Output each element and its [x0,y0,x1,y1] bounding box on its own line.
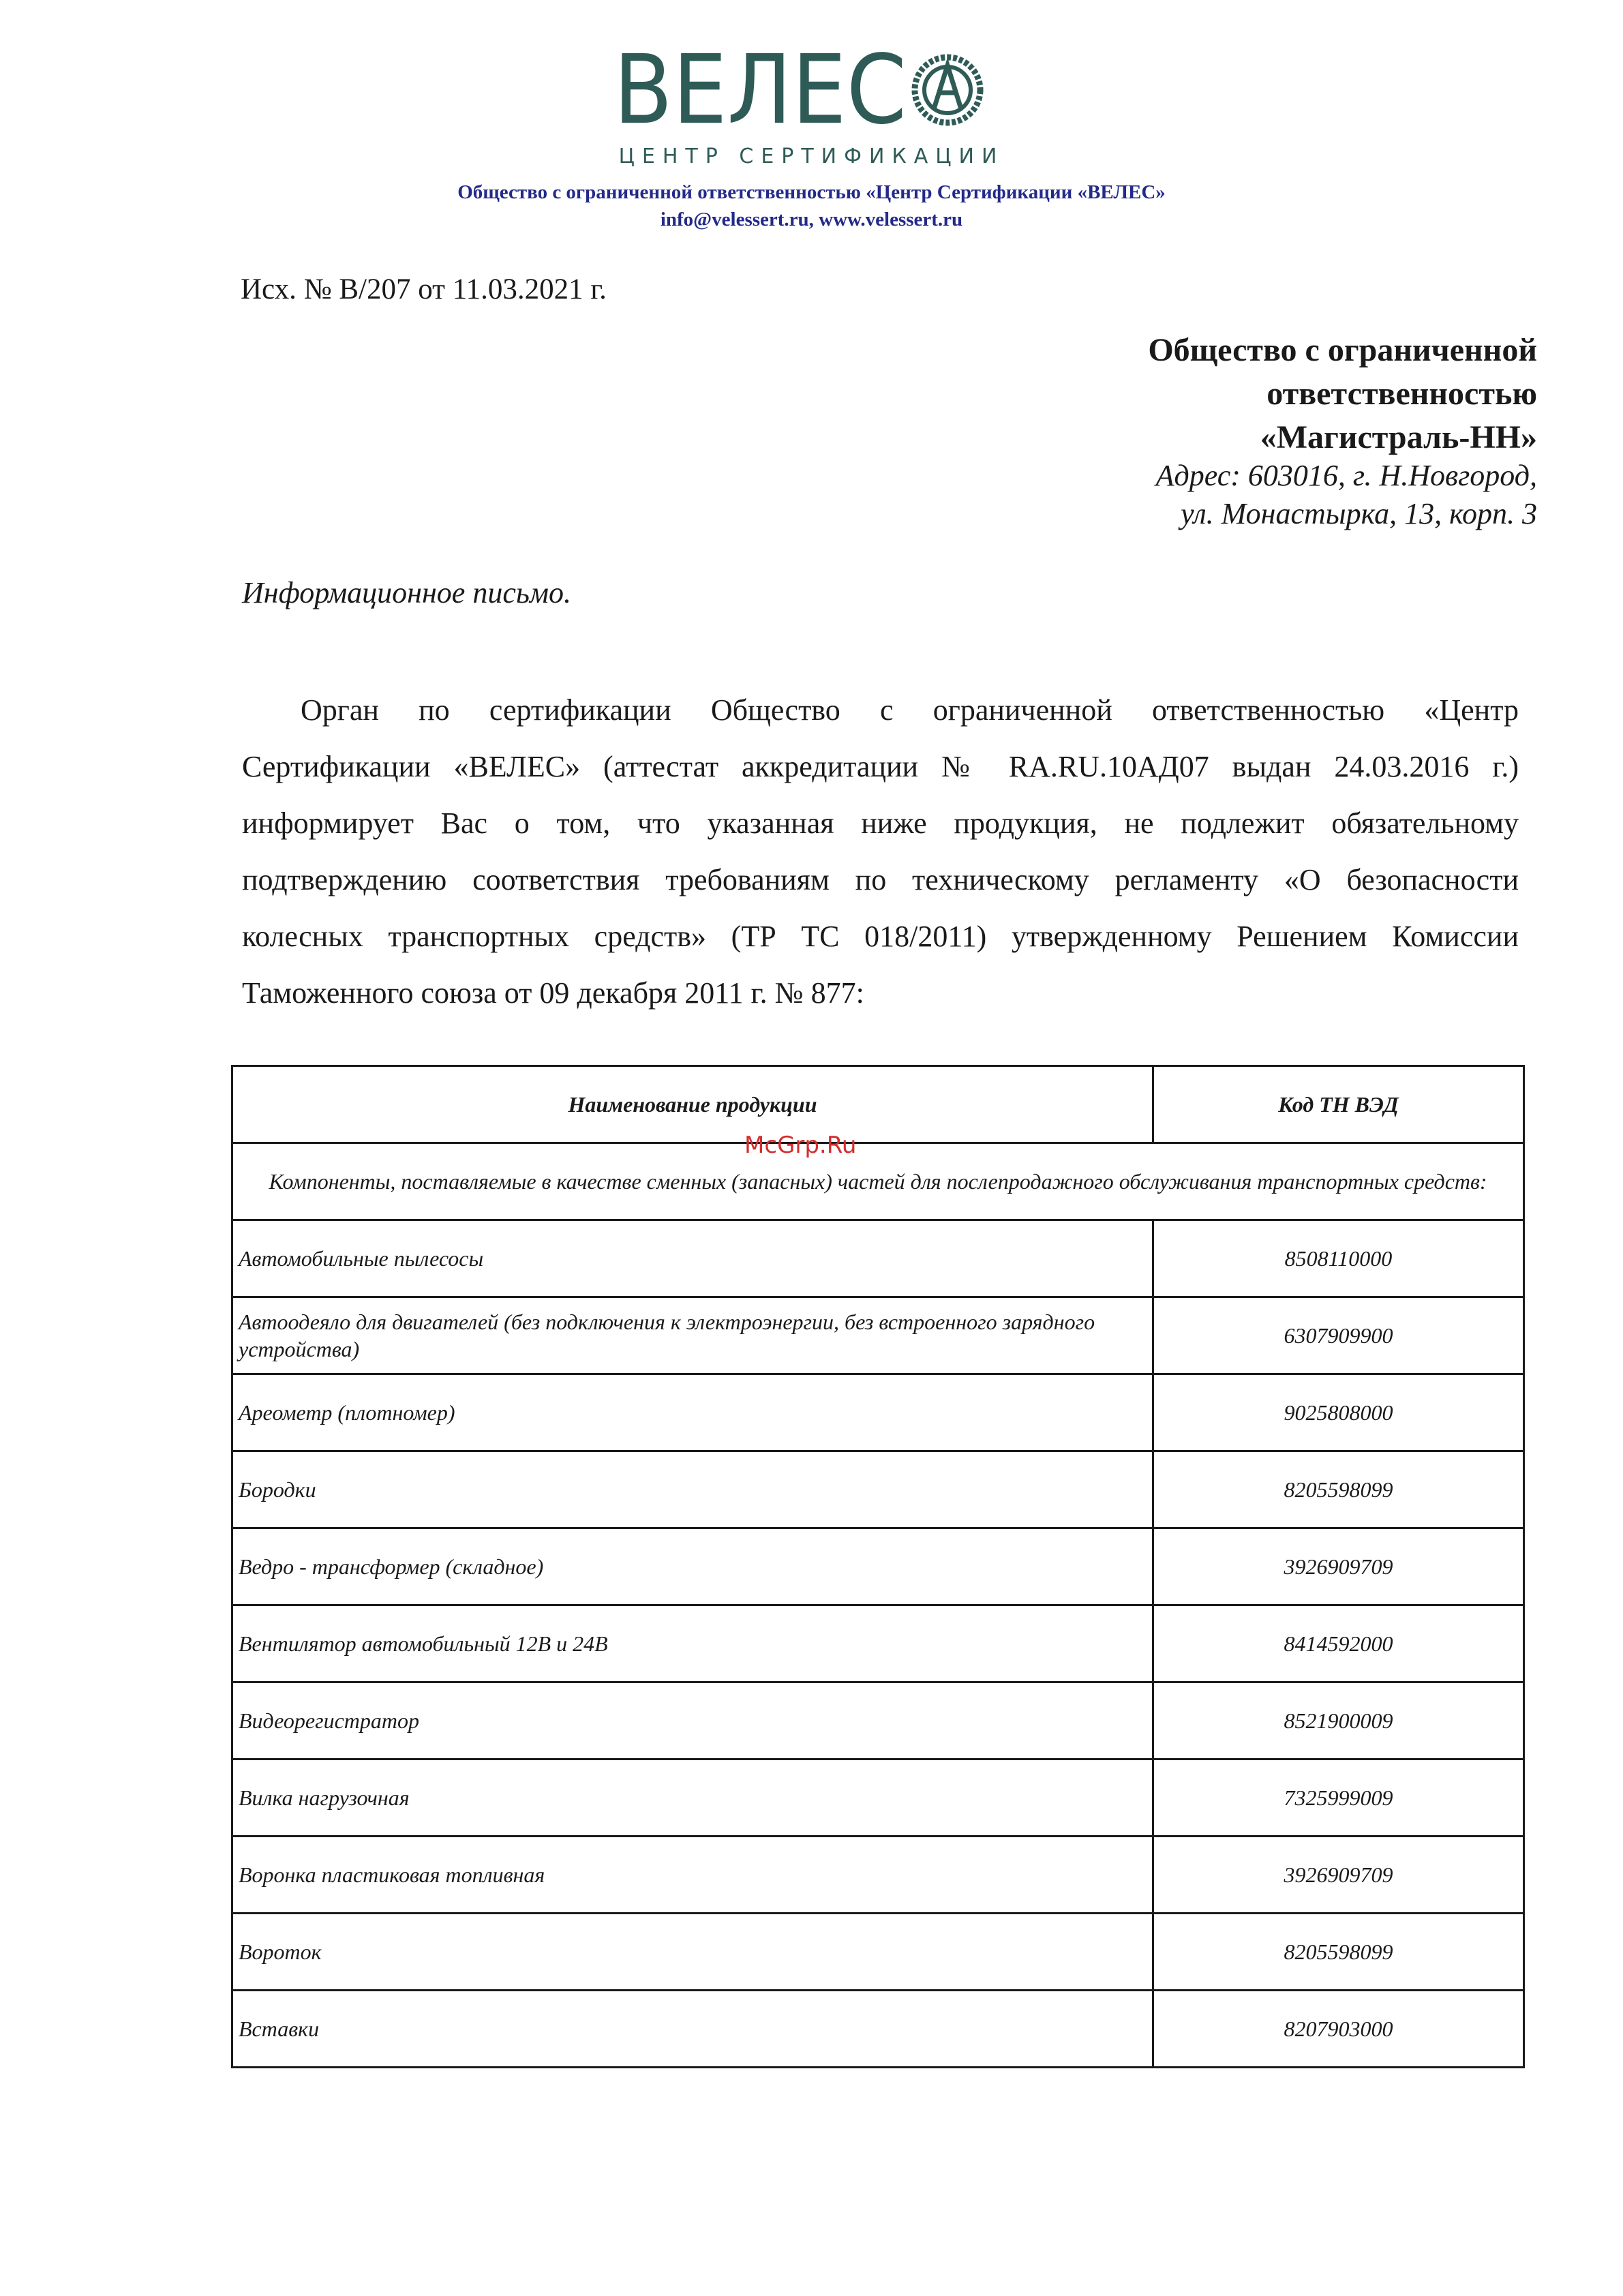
logo-emblem-icon [915,57,980,123]
table-row [232,1914,1524,1991]
body-line: Орган по сертификации Общество с ограниченной ответственностью «Центр [301,693,1519,727]
recipient [818,329,1537,459]
product-code: 6307909900 [1153,1297,1523,1374]
product-name: Ведро - трансформер (складное) [232,1528,1153,1605]
product-code: 9025808000 [1153,1374,1523,1451]
table-body [232,1143,1524,2068]
table-row [232,1759,1524,1837]
issuer-company: Общество с ограниченной ответственностью «Центр Сертификации «ВЕЛЕС» [457,181,1166,203]
product-code: 7325999009 [1153,1759,1523,1837]
letter-type: Информационное письмо. [242,576,571,609]
product-name: Автомобильные пылесосы [232,1220,1153,1297]
body-line: Таможенного союза от 09 декабря 2011 г. № 877: [242,976,864,1010]
product-name: Бородки [232,1451,1153,1528]
product-code: 8205598099 [1153,1914,1523,1991]
table-group-row [232,1143,1524,1220]
group-title: Компоненты, поставляемые в качестве сменных (запасных) частей для послепродажного обслуживания транспортных средств: [232,1143,1524,1220]
product-name: Воронка пластиковая топливная [232,1837,1153,1914]
body-line: подтверждению соответствия требованиям по техническому регламенту «О безопасности [242,863,1519,896]
table-row [232,1528,1524,1605]
product-name: Ареометр (плотномер) [232,1374,1153,1451]
table-header-row [232,1066,1524,1143]
table-row [232,1451,1524,1528]
product-code: 8508110000 [1153,1220,1523,1297]
veles-logo [613,35,995,145]
product-code: 8521900009 [1153,1682,1523,1759]
address-line: ул. Монастырка, 13, корп. 3 [1181,497,1537,530]
recipient-line: «Магистраль-НН» [1260,419,1537,455]
table-row [232,1837,1524,1914]
body-line: колесных транспортных средств» (ТР ТС 018/2011) утвержденному Решением Комиссии [242,920,1519,953]
watermark: McGrp.Ru [744,1132,857,1159]
product-code: 3926909709 [1153,1528,1523,1605]
table-row [232,1297,1524,1374]
logo-subtitle: ЦЕНТР СЕРТИФИКАЦИИ [618,145,1005,168]
address-line: Адрес: 603016, г. Н.Новгород, [1155,459,1537,492]
product-code: 8205598099 [1153,1451,1523,1528]
table-row [232,1374,1524,1451]
product-code: 3926909709 [1153,1837,1523,1914]
table-row [232,1991,1524,2068]
product-name: Вилка нагрузочная [232,1759,1153,1837]
products-table [231,1065,1525,2068]
product-name: Видеорегистратор [232,1682,1153,1759]
recipient-line: Общество с ограниченной [1148,332,1537,368]
table-row [232,1605,1524,1682]
logo-text: ВЕЛЕС [613,35,907,145]
outgoing-number: Исх. № В/207 от 11.03.2021 г. [241,273,607,305]
header-product-name: Наименование продукции [232,1066,1153,1143]
product-code: 8207903000 [1153,1991,1523,2068]
recipient-line: ответственностью [1266,376,1537,412]
table-row [232,1220,1524,1297]
product-name: Вентилятор автомобильный 12В и 24В [232,1605,1153,1682]
product-name: Автоодеяло для двигателей (без подключения к электроэнергии, без встроенного зарядного устройства) [232,1297,1153,1374]
body-line: информирует Вас о том, что указанная ниже продукция, не подлежит обязательному [242,806,1519,840]
recipient-address [818,457,1537,533]
product-name: Вороток [232,1914,1153,1991]
body-line: Сертификации «ВЕЛЕС» (аттестат аккредитации № RA.RU.10АД07 выдан 24.03.2016 г.) [242,750,1519,783]
table-row [232,1682,1524,1759]
header-hs-code: Код ТН ВЭД [1153,1066,1523,1143]
issuer-contacts: info@velessert.ru, www.velessert.ru [660,209,963,230]
product-name: Вставки [232,1991,1153,2068]
product-code: 8414592000 [1153,1605,1523,1682]
letter-body [242,682,1519,1021]
